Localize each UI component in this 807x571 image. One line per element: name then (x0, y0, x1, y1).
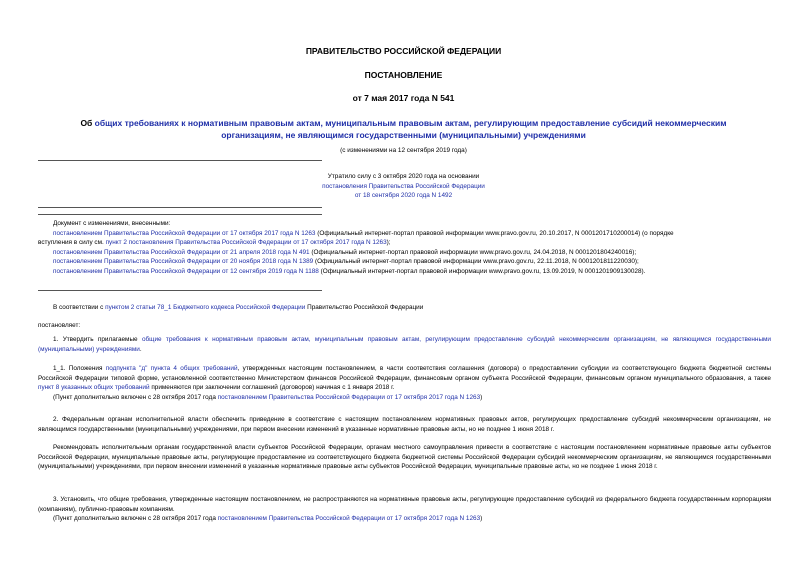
note-text: (Пункт дополнительно включен с 28 октября 2017 года (53, 394, 218, 401)
paragraph-recommendation: Рекомендовать исполнительным органам государственной власти субъектов Российской Федерации, органам местного самоуправления привести в соответствие с настоящим постановлением нормативные правовые акты субъектов Российской Федерации, муниципальные правовые акты, регулирующие предоставление из соответствующего бюджета бюджетной системы Российской Федерации субсидий некоммерческим организациям, не являющимся государственными (муниципальными) учреждениями, при первом внесении изменений в указанные нормативные правовые акты субъектов Российской Федерации, муниципальные правовые акты, но не позднее 1 июня 2018 г. (38, 444, 771, 471)
note-text-end: ) (480, 515, 483, 522)
paragraph-1 (38, 335, 771, 354)
decides-word: постановляет: (38, 322, 81, 329)
amendment-link[interactable]: постановлением Правительства Российской Федерации от 20 ноября 2018 года N 1389 (53, 258, 314, 266)
amendment-text: (Официальный интернет-портал правовой информации www.pravo.gov.ru, 20.10.2017, N 0001201710200014) (о порядке (315, 229, 674, 237)
point-8-link[interactable]: пункт 8 указанных общих требований (38, 384, 150, 392)
preamble (53, 303, 771, 313)
amendment-link[interactable]: постановлением Правительства Российской Федерации от 12 сентября 2019 года N 1188 (53, 267, 319, 275)
amendments-intro: Документ с изменениями, внесенными: (53, 220, 171, 227)
document-type: ПОСТАНОВЛЕНИЕ (364, 70, 443, 80)
amendment-text: (Официальный интернет-портал правовой информации www.pravo.gov.ru, 22.11.2018, N 0001201811220030); (313, 258, 639, 266)
note-text-end: ) (480, 394, 483, 401)
amendment-item (38, 257, 771, 267)
amendments-block (38, 219, 771, 277)
paragraph-1-1-note (53, 393, 771, 403)
paragraph-2: 2. Федеральным органам исполнительной власти обеспечить приведение в соответствие с настоящим постановлением нормативных правовых актов, регулирующих предоставление субсидий некоммерческим организациям, не являющимся государственными (муниципальными) учреждениями, при первом внесении изменений в указанные нормативные правовые акты, но не позднее 1 июня 2018 г. (38, 416, 771, 433)
amendment-item (38, 248, 771, 258)
title-link[interactable]: общих требованиях к нормативным правовым актам, муниципальным правовым актам, регулирующим предоставление субсидий некоммерческим (94, 118, 727, 128)
lost-force-notice (0, 172, 807, 201)
amendment-link[interactable]: постановлением Правительства Российской Федерации от 17 октября 2017 года N 1263 (53, 229, 316, 237)
note-text: (Пункт дополнительно включен с 28 октября 2017 года (53, 515, 218, 522)
title-link-continued[interactable]: организациям, не являющимся государственными (муниципальными) учреждениями (221, 130, 586, 140)
divider (38, 290, 322, 291)
general-requirements-link[interactable]: общие требования к нормативным правовым актам, муниципальным правовым актам, регулирующим предоставление субсидий некоммерческим организациям, не являющимся государственными (муниципальными) учреждениями (38, 336, 771, 353)
amendment-item (38, 238, 771, 248)
government-heading: ПРАВИТЕЛЬСТВО РОССИЙСКОЙ ФЕДЕРАЦИИ (305, 46, 502, 56)
budget-code-link[interactable]: пунктом 2 статьи 78_1 Бюджетного кодекса Российской Федерации (105, 304, 306, 311)
lost-force-text: Утратило силу с 3 октября 2020 года на основании (327, 173, 480, 180)
divider (38, 214, 322, 215)
paragraph-text: , утвержденных настоящим постановлением, в части соответствия соглашения (договора) о предоставлении субсидии из соответствующего бюджета бюджетной системы Российской Федерации типовой форме, установленной соответственно Министерством финансов Российской Федерации, финансовым органом субъекта Российской Федерации, финансовым органом муниципального образования, а также (38, 365, 772, 382)
preamble-text: В соответствии с (53, 304, 106, 311)
paragraph-text: 1_1. Положения (53, 365, 106, 372)
amendment-text: (Официальный интернет-портал правовой информации www.pravo.gov.ru, 24.04.2018, N 0001201804240016); (309, 248, 637, 256)
note-link[interactable]: постановлением Правительства Российской Федерации от 17 октября 2017 года N 1263 (217, 394, 481, 401)
note-link[interactable]: постановлением Правительства Российской Федерации от 17 октября 2017 года N 1263 (217, 515, 481, 522)
subpoint-d-link[interactable]: подпункта "д" пункта 4 общих требований (105, 365, 238, 372)
amendment-item (38, 267, 771, 277)
amendment-link[interactable]: постановлением Правительства Российской Федерации от 21 апреля 2018 года N 491 (53, 248, 310, 256)
changes-note: (с изменениями на 12 сентября 2019 года) (340, 147, 467, 154)
amendment-text: ); (386, 239, 391, 247)
lost-force-link-date[interactable]: от 18 сентября 2020 года N 1492 (354, 192, 453, 200)
divider (38, 160, 322, 161)
amendment-prefix: вступления в силу см. (38, 239, 106, 247)
lost-force-link[interactable]: постановления Правительства Российской Федерации (322, 182, 485, 190)
amendment-link[interactable]: пункт 2 постановления Правительства Российской Федерации от 17 октября 2017 года N 1263 (105, 239, 387, 247)
paragraph-3-note (53, 514, 771, 524)
paragraph-text-end: применяются при заключении соглашений (договоров) начиная с 1 января 2018 г. (149, 384, 395, 392)
paragraph-1-1 (38, 364, 771, 393)
preamble-text-end: Правительство Российской Федерации (305, 304, 424, 311)
paragraph-3: 3. Установить, что общие требования, утвержденные настоящим постановлением, не распространяются на нормативные правовые акты, регулирующие предоставление субсидий из федерального бюджета государственным корпорациям (компаниям), публично-правовым компаниям. (38, 496, 771, 513)
amendment-text: (Официальный интернет-портал правовой информации www.pravo.gov.ru, 13.09.2019, N 0001201909130028). (318, 267, 646, 275)
amendment-item (38, 229, 771, 239)
divider (38, 207, 322, 208)
paragraph-text-end: . (139, 345, 142, 353)
paragraph-text: 1. Утвердить прилагаемые (53, 336, 142, 343)
document-date-number: от 7 мая 2017 года N 541 (352, 93, 455, 103)
document-title (0, 117, 807, 141)
title-prefix: Об (80, 118, 95, 128)
